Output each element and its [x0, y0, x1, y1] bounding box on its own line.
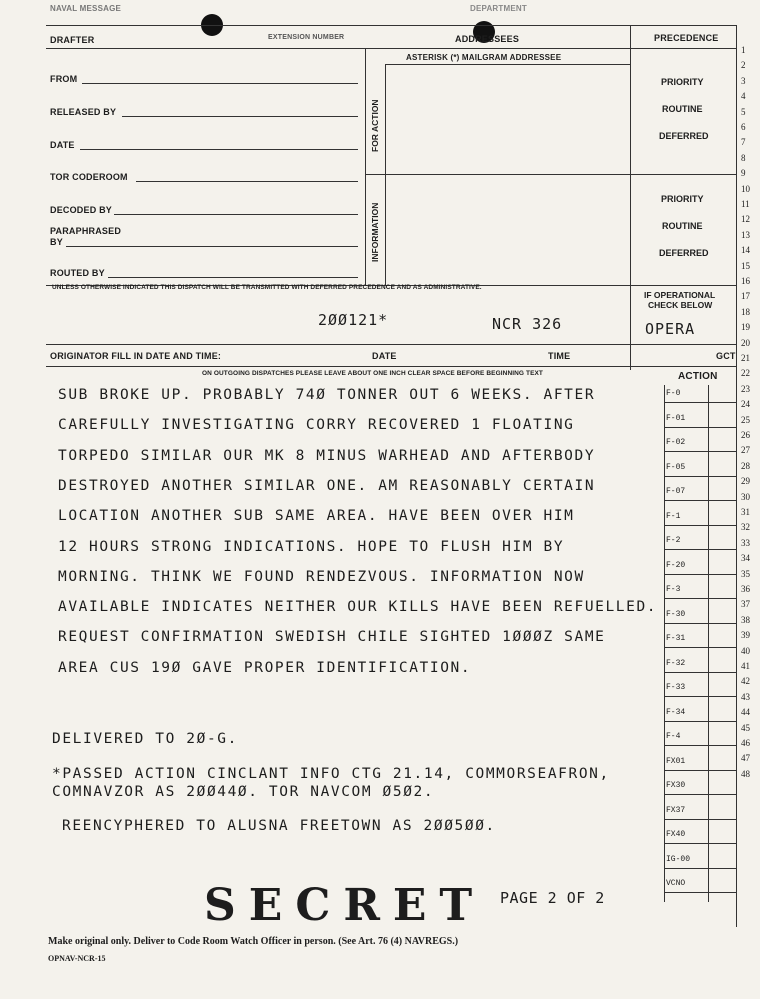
decoded-by-label: DECODED BY [50, 205, 113, 215]
message-line: DESTROYED ANOTHER SIMILAR ONE. AM REASONABLY CERTAIN [58, 477, 596, 494]
line-number: 2 [741, 60, 746, 71]
action-deferred: DEFERRED [659, 131, 709, 141]
delivered-line: DELIVERED TO 2Ø-G. [52, 731, 238, 747]
line-number: 38 [741, 614, 750, 625]
message-line: LOCATION ANOTHER SUB SAME AREA. HAVE BEEN OVER HIM [58, 508, 575, 525]
line-number: 12 [741, 214, 750, 225]
line-number: 34 [741, 553, 750, 564]
message-line: TORPEDO SIMILAR OUR MK 8 MINUS WARHEAD AND AFTERBODY [58, 447, 596, 464]
line-number: 47 [741, 753, 750, 764]
line-number: 43 [741, 691, 750, 702]
form-title: NAVAL MESSAGE [50, 4, 122, 13]
line-number: 31 [741, 507, 750, 517]
action-code-cell: IG-00 [666, 854, 691, 864]
line-number: 32 [741, 522, 750, 533]
line-number: 16 [741, 276, 750, 286]
action-code-cell: F-20 [666, 560, 686, 570]
reencyphered-line: REENCYPHERED TO ALUSNA FREETOWN AS 2ØØ5ØØ. [62, 818, 496, 834]
line-number: 41 [741, 661, 750, 671]
message-line: SUB BROKE UP. PROBABLY 74Ø TONNER OUT 6 WEEKS. AFTER [58, 387, 596, 403]
line-number: 18 [741, 306, 750, 317]
info-routine: ROUTINE [662, 221, 703, 231]
deferred-notice: UNLESS OTHERWISE INDICATED THIS DISPATCH WILL BE TRANSMITTED WITH DEFERRED PRECEDENCE AND AS ADMINISTRATIVE. [52, 284, 482, 291]
action-code-cell: F-07 [666, 487, 686, 496]
line-number: 25 [741, 414, 750, 425]
paraphrased-by-label: BY [50, 237, 63, 247]
line-number: 46 [741, 738, 750, 748]
form-number: OPNAV-NCR-15 [48, 954, 106, 963]
action-code-cell: F-32 [666, 658, 686, 668]
line-number: 17 [741, 291, 750, 302]
line-number: 27 [741, 445, 750, 456]
line-number: 33 [741, 537, 750, 548]
action-code-cell: FX37 [666, 805, 686, 815]
action-code-cell: F-31 [666, 634, 686, 643]
line-number: 45 [741, 722, 750, 733]
line-number: 7 [741, 137, 746, 148]
originator-label: ORIGINATOR FILL IN DATE AND TIME: [50, 351, 222, 361]
addressees-label: ADDRESSEES [455, 34, 520, 44]
action-code-cell: FX30 [666, 781, 686, 790]
action-code-cell: F-30 [666, 609, 686, 619]
line-number: 24 [741, 399, 750, 410]
line-number: 21 [741, 353, 750, 363]
action-code-cell: F-01 [666, 413, 686, 423]
action-code-cell: F-05 [666, 462, 686, 472]
line-number: 44 [741, 707, 750, 718]
line-number: 13 [741, 229, 750, 240]
line-number: 40 [741, 645, 750, 656]
line-number: 19 [741, 322, 750, 333]
info-priority: PRIORITY [661, 194, 704, 204]
asterisk-note: ASTERISK (*) MAILGRAM ADDRESSEE [406, 53, 562, 62]
line-number: 8 [741, 152, 746, 163]
line-number: 39 [741, 630, 750, 641]
date-label: DATE [50, 140, 75, 150]
operational-line2: CHECK BELOW [648, 300, 713, 310]
footer-instruction: Make original only. Deliver to Code Room Watch Officer in person. (See Art. 76 (4) NAVREGS.) [48, 936, 459, 947]
routed-by-label: ROUTED BY [50, 268, 105, 278]
message-line: AREA CUS 19Ø GAVE PROPER IDENTIFICATION. [58, 659, 472, 676]
department-label: DEPARTMENT [470, 4, 527, 13]
line-number: 30 [741, 491, 750, 502]
operational-value: OPERA [645, 320, 696, 338]
outgoing-note: ON OUTGOING DISPATCHES PLEASE LEAVE ABOUT ONE INCH CLEAR SPACE BEFORE BEGINNING TEXT [202, 370, 544, 377]
action-code-cell: F-3 [666, 585, 681, 594]
classification-stamp: SECRET [204, 880, 486, 931]
line-number: 14 [741, 245, 750, 256]
line-number: 23 [741, 383, 750, 394]
line-number: 15 [741, 260, 750, 271]
line-number: 42 [741, 676, 750, 687]
action-header: ACTION [678, 371, 718, 382]
line-number: 29 [741, 476, 750, 487]
action-code-cell: F-33 [666, 683, 686, 692]
action-routine: ROUTINE [662, 104, 703, 114]
for-action-label: FOR ACTION [370, 99, 380, 152]
line-number: 28 [741, 460, 750, 471]
line-number: 5 [741, 106, 746, 117]
message-line: MORNING. THINK WE FOUND RENDEZVOUS. INFORMATION NOW [58, 568, 585, 585]
line-number: 36 [741, 584, 750, 594]
ncr-number: NCR 326 [492, 315, 563, 333]
drafter-label: DRAFTER [50, 35, 95, 45]
originator-date: DATE [372, 351, 397, 361]
action-code-cell: F-2 [666, 536, 681, 545]
line-number: 10 [741, 183, 750, 194]
line-number: 22 [741, 368, 750, 379]
originator-gct: GCT [716, 351, 736, 361]
line-number: 48 [741, 768, 750, 779]
line-number: 1 [741, 45, 746, 55]
page-number: PAGE 2 OF 2 [500, 889, 605, 907]
line-number: 20 [741, 337, 750, 348]
extension-number-label: EXTENSION NUMBER [268, 34, 345, 41]
originator-time: TIME [548, 351, 571, 361]
message-line: REQUEST CONFIRMATION SWEDISH CHILE SIGHTED 1ØØØZ SAME [58, 629, 606, 646]
info-deferred: DEFERRED [659, 248, 709, 258]
message-line: AVAILABLE INDICATES NEITHER OUR KILLS HAVE BEEN REFUELLED. [58, 599, 658, 616]
line-number: 37 [741, 599, 750, 610]
action-code-cell: F-0 [666, 389, 681, 398]
action-code-cell: FX01 [666, 756, 686, 766]
from-label: FROM [50, 74, 78, 84]
date-time-group: 2ØØ121* [318, 311, 389, 329]
message-line: 12 HOURS STRONG INDICATIONS. HOPE TO FLUSH HIM BY [58, 538, 565, 555]
passed-line-1: *PASSED ACTION CINCLANT INFO CTG 21.14, COMMORSEAFRON, [52, 766, 610, 782]
action-code-cell: VCNO [666, 879, 686, 888]
line-number: 35 [741, 568, 750, 579]
line-number: 9 [741, 168, 746, 179]
action-priority: PRIORITY [661, 77, 704, 87]
action-code-cell: F-34 [666, 707, 686, 717]
line-number: 3 [741, 75, 746, 86]
message-line: CAREFULLY INVESTIGATING CORRY RECOVERED 1 FLOATING [58, 417, 575, 434]
precedence-header: PRECEDENCE [654, 33, 719, 43]
released-by-label: RELEASED BY [50, 107, 117, 117]
line-number: 4 [741, 91, 746, 102]
action-code-cell: F-02 [666, 438, 686, 447]
line-number: 26 [741, 430, 750, 440]
passed-line-2: COMNAVZOR AS 2ØØ44Ø. TOR NAVCOM Ø5Ø2. [52, 784, 435, 800]
paraphrased-label: PARAPHRASED [50, 226, 122, 236]
action-code-cell: F-1 [666, 511, 681, 521]
line-number: 11 [741, 199, 750, 209]
operational-line1: IF OPERATIONAL [644, 290, 716, 300]
information-label: INFORMATION [370, 202, 380, 262]
tor-coderoom-label: TOR CODEROOM [50, 172, 128, 182]
action-code-cell: F-4 [666, 732, 681, 741]
action-code-cell: FX40 [666, 830, 686, 839]
line-number: 6 [741, 122, 746, 132]
